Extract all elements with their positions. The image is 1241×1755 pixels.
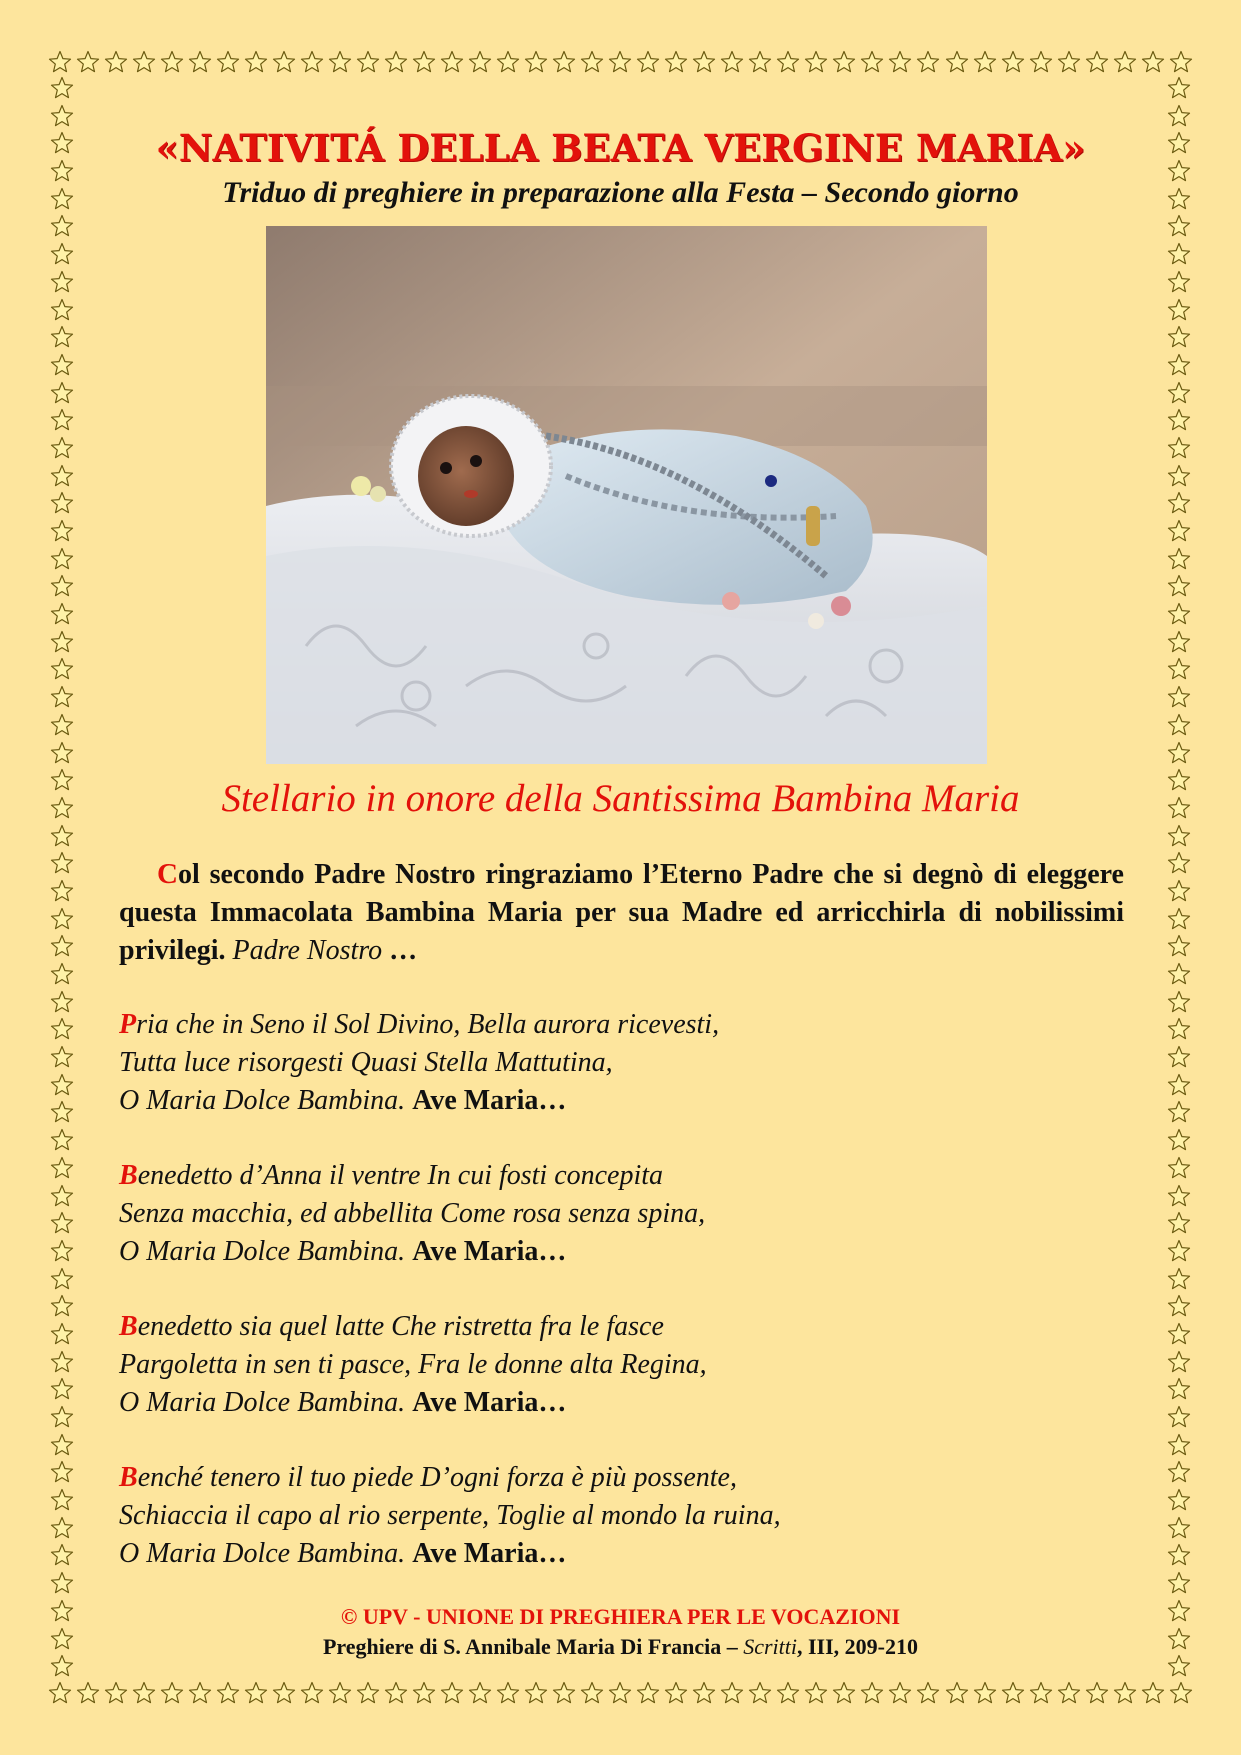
star-icon [1167, 1294, 1191, 1318]
star-icon [50, 1627, 74, 1651]
star-icon [720, 1681, 744, 1705]
ave-maria: Ave Maria… [412, 1387, 567, 1418]
star-icon [50, 131, 74, 155]
star-icon [50, 1599, 74, 1623]
star-icon [50, 159, 74, 183]
star-icon [50, 879, 74, 903]
star-icon [50, 1017, 74, 1041]
star-icon [973, 1681, 997, 1705]
star-icon [216, 50, 240, 74]
star-icon [1167, 242, 1191, 266]
stanza-drop-letter: B [119, 1311, 138, 1342]
stanza [119, 1006, 1124, 1120]
border-bottom [48, 1679, 1193, 1707]
stanza-drop-letter: B [119, 1462, 138, 1493]
stanza-line-text: ria che in Seno il Sol Divino, Bella aurora ricevesti, [136, 1009, 720, 1040]
star-icon [1029, 50, 1053, 74]
star-icon [664, 50, 688, 74]
stanza-line-text: O Maria Dolce Bambina. [119, 1085, 406, 1116]
star-icon [50, 1239, 74, 1263]
star-icon [636, 50, 660, 74]
star-icon [244, 50, 268, 74]
star-icon [832, 50, 856, 74]
stanza [119, 1459, 1124, 1573]
star-icon [50, 851, 74, 875]
star-icon [945, 50, 969, 74]
star-icon [50, 270, 74, 294]
stanza-line: Senza macchia, ed abbellita Come rosa senza spina, [119, 1198, 706, 1229]
star-icon [496, 50, 520, 74]
star-icon [1167, 464, 1191, 488]
star-icon [1057, 50, 1081, 74]
star-icon [636, 1681, 660, 1705]
star-icon [50, 990, 74, 1014]
star-icon [916, 1681, 940, 1705]
star-icon [1141, 50, 1165, 74]
star-icon [1085, 1681, 1109, 1705]
star-icon [188, 50, 212, 74]
star-icon [1141, 1681, 1165, 1705]
star-icon [552, 50, 576, 74]
star-icon [608, 1681, 632, 1705]
star-icon [1167, 741, 1191, 765]
star-icon [1167, 1211, 1191, 1235]
star-icon [50, 1516, 74, 1540]
star-icon [50, 1460, 74, 1484]
stanza-line-text: O Maria Dolce Bambina. [119, 1236, 406, 1267]
star-icon [1167, 713, 1191, 737]
star-icon [1167, 298, 1191, 322]
star-icon [50, 325, 74, 349]
border-top [48, 48, 1193, 76]
star-icon [50, 1571, 74, 1595]
star-icon [1167, 962, 1191, 986]
stanza-line [119, 1157, 1124, 1195]
star-icon [1167, 574, 1191, 598]
stanza-line: Schiaccia il capo al rio serpente, Toglie al mondo la ruina, [119, 1500, 781, 1531]
star-icon [356, 50, 380, 74]
star-icon [50, 1322, 74, 1346]
source-prefix: Preghiere di S. Annibale Maria Di Francia – [322, 1634, 738, 1659]
star-icon [50, 381, 74, 405]
star-icon [1167, 131, 1191, 155]
star-icon [1167, 491, 1191, 515]
stanza-line-text: enedetto sia quel latte Che ristretta fra le fasce [137, 1311, 664, 1342]
star-icon [888, 1681, 912, 1705]
star-icon [1169, 50, 1193, 74]
star-icon [832, 1681, 856, 1705]
star-icon [50, 436, 74, 460]
star-icon [50, 1377, 74, 1401]
star-icon [692, 50, 716, 74]
intro-ellipsis: … [389, 935, 418, 966]
star-icon [76, 50, 100, 74]
star-icon [50, 630, 74, 654]
star-icon [1167, 104, 1191, 128]
stanza-line [119, 1006, 1124, 1044]
ave-maria: Ave Maria… [412, 1085, 567, 1116]
star-icon [468, 50, 492, 74]
star-icon [804, 1681, 828, 1705]
star-icon [50, 1045, 74, 1069]
star-icon [50, 76, 74, 100]
star-icon [973, 50, 997, 74]
star-icon [412, 50, 436, 74]
star-icon [50, 1073, 74, 1097]
source-ref: , III, 209-210 [797, 1634, 919, 1659]
star-icon [1167, 934, 1191, 958]
star-icon [50, 602, 74, 626]
star-icon [50, 741, 74, 765]
star-icon [1167, 602, 1191, 626]
star-icon [50, 1543, 74, 1567]
star-icon [1167, 159, 1191, 183]
star-icon [1001, 50, 1025, 74]
star-icon [328, 50, 352, 74]
stanza-line [119, 1082, 1124, 1120]
intro-paragraph [119, 855, 1124, 970]
star-icon [1167, 1599, 1191, 1623]
star-icon [916, 50, 940, 74]
star-icon [1057, 1681, 1081, 1705]
star-icon [50, 104, 74, 128]
star-icon [50, 187, 74, 211]
star-icon [50, 547, 74, 571]
star-icon [50, 298, 74, 322]
star-icon [132, 50, 156, 74]
copyright-line: © UPV - UNIONE DI PREGHIERA PER LE VOCAZIONI [340, 1604, 901, 1629]
star-icon [1167, 519, 1191, 543]
star-icon [468, 1681, 492, 1705]
star-icon [1167, 768, 1191, 792]
star-icon [50, 519, 74, 543]
stanza-line [119, 1535, 1124, 1573]
star-icon [524, 50, 548, 74]
star-icon [1167, 1184, 1191, 1208]
stanza-drop-letter: B [119, 1160, 138, 1191]
star-icon [50, 1128, 74, 1152]
star-icon [748, 50, 772, 74]
star-icon [1167, 76, 1191, 100]
source-line [90, 1634, 1151, 1660]
star-icon [300, 1681, 324, 1705]
star-icon [1167, 1322, 1191, 1346]
intro-prayer: Padre Nostro [232, 935, 383, 966]
star-icon [1167, 1017, 1191, 1041]
stanza-line-text: enedetto d’Anna il ventre In cui fosti concepita [137, 1160, 664, 1191]
star-icon [496, 1681, 520, 1705]
star-icon [1167, 907, 1191, 931]
intro-drop-letter: C [157, 858, 178, 890]
star-icon [384, 1681, 408, 1705]
star-icon [804, 50, 828, 74]
ave-maria: Ave Maria… [412, 1538, 567, 1569]
star-icon [104, 1681, 128, 1705]
stanza-line [119, 1384, 1124, 1422]
star-icon [50, 824, 74, 848]
star-icon [1167, 1433, 1191, 1457]
star-icon [1167, 1100, 1191, 1124]
star-icon [860, 1681, 884, 1705]
star-icon [50, 242, 74, 266]
star-icon [48, 50, 72, 74]
star-icon [50, 408, 74, 432]
star-icon [50, 934, 74, 958]
star-icon [272, 50, 296, 74]
star-icon [1167, 1156, 1191, 1180]
stanza-line [119, 1459, 1124, 1497]
star-icon [1167, 1377, 1191, 1401]
star-icon [580, 1681, 604, 1705]
star-icon [1167, 1488, 1191, 1512]
star-icon [1167, 1460, 1191, 1484]
star-icon [50, 1184, 74, 1208]
star-icon [50, 1350, 74, 1374]
star-icon [50, 1405, 74, 1429]
stanza-line: Pargoletta in sen ti pasce, Fra le donne alta Regina, [119, 1349, 707, 1380]
stanza-line [119, 1233, 1124, 1271]
star-icon [1167, 1543, 1191, 1567]
star-icon [1167, 1073, 1191, 1097]
source-work: Scritti [743, 1634, 797, 1659]
stanza-line-text: O Maria Dolce Bambina. [119, 1538, 406, 1569]
star-icon [1167, 1516, 1191, 1540]
star-icon [272, 1681, 296, 1705]
star-icon [76, 1681, 100, 1705]
star-icon [1167, 547, 1191, 571]
border-left [48, 76, 76, 1679]
star-icon [300, 50, 324, 74]
star-icon [945, 1681, 969, 1705]
star-icon [1167, 436, 1191, 460]
star-icon [1169, 1681, 1193, 1705]
star-icon [1167, 1627, 1191, 1651]
stanza [119, 1157, 1124, 1271]
star-icon [664, 1681, 688, 1705]
star-icon [50, 796, 74, 820]
page-title: «NATIVITÁ DELLA BEATA VERGINE MARIA» [155, 126, 1086, 170]
section-title: Stellario in onore della Santissima Bambina Maria [221, 777, 1020, 820]
star-icon [580, 50, 604, 74]
star-icon [50, 464, 74, 488]
stanza-line [119, 1308, 1124, 1346]
star-icon [1167, 1350, 1191, 1374]
star-icon [1167, 1654, 1191, 1678]
star-icon [50, 1100, 74, 1124]
star-icon [412, 1681, 436, 1705]
star-icon [1113, 50, 1137, 74]
border-right [1165, 76, 1193, 1679]
star-icon [1167, 1045, 1191, 1069]
stanza-line-text: O Maria Dolce Bambina. [119, 1387, 406, 1418]
star-icon [1113, 1681, 1137, 1705]
star-icon [776, 1681, 800, 1705]
star-icon [188, 1681, 212, 1705]
star-icon [1167, 879, 1191, 903]
star-icon [1167, 408, 1191, 432]
star-icon [50, 685, 74, 709]
star-icon [524, 1681, 548, 1705]
star-icon [1167, 381, 1191, 405]
star-icon [1167, 851, 1191, 875]
star-icon [860, 50, 884, 74]
star-icon [1167, 657, 1191, 681]
star-icon [216, 1681, 240, 1705]
star-icon [1001, 1681, 1025, 1705]
star-icon [1029, 1681, 1053, 1705]
star-icon [1167, 1239, 1191, 1263]
star-icon [1167, 1571, 1191, 1595]
star-icon [50, 1267, 74, 1291]
star-icon [748, 1681, 772, 1705]
star-icon [50, 214, 74, 238]
star-icon [50, 353, 74, 377]
ave-maria: Ave Maria… [412, 1236, 567, 1267]
star-icon [552, 1681, 576, 1705]
star-icon [384, 50, 408, 74]
star-icon [50, 962, 74, 986]
star-icon [50, 491, 74, 515]
star-icon [1167, 990, 1191, 1014]
star-icon [440, 1681, 464, 1705]
star-icon [776, 50, 800, 74]
star-icon [328, 1681, 352, 1705]
page-subtitle: Triduo di preghiere in preparazione alla Festa – Secondo giorno [222, 176, 1019, 209]
star-icon [50, 1156, 74, 1180]
stanza-line-text: enché tenero il tuo piede D’ogni forza è più possente, [137, 1462, 737, 1493]
star-icon [888, 50, 912, 74]
star-icon [132, 1681, 156, 1705]
star-icon [356, 1681, 380, 1705]
star-icon [160, 1681, 184, 1705]
star-icon [160, 50, 184, 74]
star-icon [440, 50, 464, 74]
star-icon [50, 1654, 74, 1678]
stanza [119, 1308, 1124, 1422]
star-icon [50, 1488, 74, 1512]
star-icon [1167, 796, 1191, 820]
star-icon [1167, 270, 1191, 294]
star-icon [1167, 630, 1191, 654]
star-icon [1167, 325, 1191, 349]
stanza-line: Tutta luce risorgesti Quasi Stella Mattutina, [119, 1047, 613, 1078]
star-icon [50, 1211, 74, 1235]
intro-text: ol secondo Padre Nostro ringraziamo l’Eterno Padre che si degnò di eleggere questa Immacolata Bambina Maria per sua Madre ed arricchirla di nobilissimi privilegi. [119, 859, 1124, 966]
star-icon [244, 1681, 268, 1705]
star-icon [104, 50, 128, 74]
star-icon [50, 907, 74, 931]
star-icon [1167, 1128, 1191, 1152]
star-icon [50, 1294, 74, 1318]
star-icon [608, 50, 632, 74]
star-icon [50, 713, 74, 737]
star-icon [720, 50, 744, 74]
star-icon [1085, 50, 1109, 74]
star-icon [1167, 187, 1191, 211]
star-icon [48, 1681, 72, 1705]
baby-mary-statue-photo [266, 226, 987, 764]
star-icon [1167, 1267, 1191, 1291]
star-icon [1167, 214, 1191, 238]
star-icon [1167, 824, 1191, 848]
star-icon [50, 657, 74, 681]
stanza-drop-letter: P [119, 1009, 137, 1040]
star-icon [1167, 685, 1191, 709]
star-icon [692, 1681, 716, 1705]
star-icon [50, 768, 74, 792]
star-icon [50, 574, 74, 598]
star-icon [1167, 1405, 1191, 1429]
star-icon [1167, 353, 1191, 377]
star-icon [50, 1433, 74, 1457]
